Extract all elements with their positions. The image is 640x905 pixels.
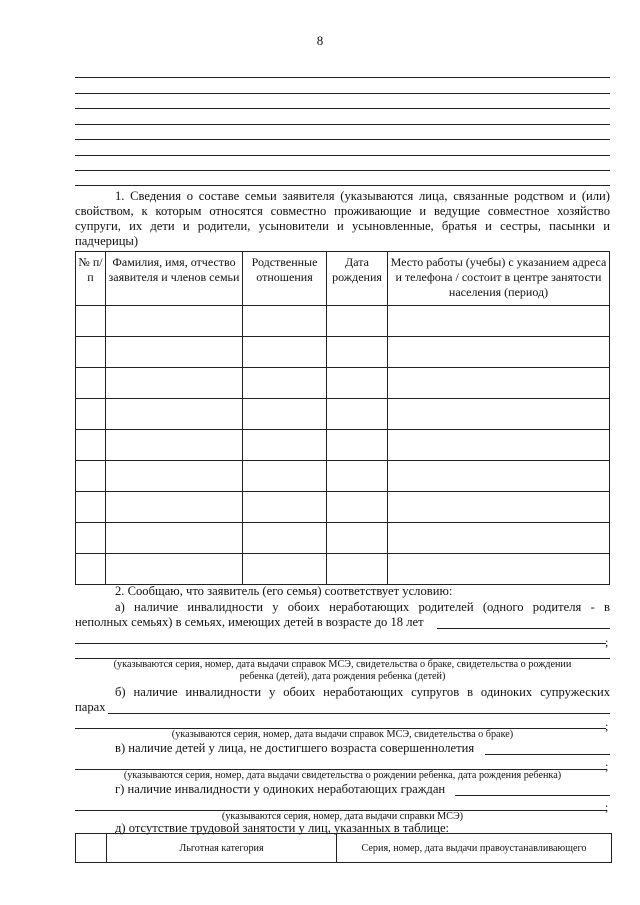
- table-cell[interactable]: [327, 337, 388, 368]
- table-cell[interactable]: [243, 554, 327, 585]
- benefit-table-header: Льготная категория: [107, 834, 337, 863]
- table-cell[interactable]: [76, 523, 106, 554]
- table-cell[interactable]: [327, 554, 388, 585]
- blank-line[interactable]: [75, 155, 610, 156]
- table-cell[interactable]: [327, 461, 388, 492]
- benefit-table-header: [76, 834, 107, 863]
- table-cell[interactable]: [388, 306, 610, 337]
- blank-line[interactable]: [75, 77, 610, 78]
- table-cell[interactable]: [327, 430, 388, 461]
- table-cell[interactable]: [106, 306, 243, 337]
- semicolon: ;: [605, 635, 609, 649]
- table-cell[interactable]: [327, 399, 388, 430]
- condition-c-line: в) наличие детей у лица, не достигшего возраста совершеннолетия: [115, 741, 475, 755]
- condition-d-fill[interactable]: [455, 795, 610, 796]
- table-cell[interactable]: [388, 399, 610, 430]
- table-cell[interactable]: [76, 337, 106, 368]
- table-cell[interactable]: [243, 368, 327, 399]
- table-row: [76, 523, 610, 554]
- table-cell[interactable]: [106, 492, 243, 523]
- table-cell[interactable]: [76, 492, 106, 523]
- table-row: [76, 461, 610, 492]
- table-cell[interactable]: [243, 306, 327, 337]
- blank-line[interactable]: [75, 93, 610, 94]
- table-row: [76, 337, 610, 368]
- table-row: [76, 492, 610, 523]
- family-table: [75, 251, 610, 585]
- table-cell[interactable]: [243, 492, 327, 523]
- section2-intro: 2. Сообщаю, что заявитель (его семья) соответствует условию:: [115, 584, 453, 598]
- table-cell[interactable]: [106, 461, 243, 492]
- section1-text: 1. Сведения о составе семьи заявителя (указываются лица, связанные родством и (или) свойством, к которым относятся совместно проживающие и ведущие совместное хозяйство супруги, их дети и родители, усыновители и усыновленные, братья и сестры, пасынки и падчерицы): [75, 189, 610, 248]
- table-cell[interactable]: [388, 368, 610, 399]
- condition-a-fill[interactable]: [75, 643, 606, 644]
- family-table-header: Родственные отношения: [243, 252, 327, 306]
- condition-b-hint: (указываются серия, номер, дата выдачи справок МСЭ, свидетельства о браке): [171, 729, 514, 740]
- family-table-header: Дата рождения: [327, 252, 388, 306]
- condition-a-line2: неполных семьях) в семьях, имеющих детей в возрасте до 18 лет: [75, 615, 424, 629]
- family-table-header: Фамилия, имя, отчество заявителя и членов семьи: [106, 252, 243, 306]
- condition-a-hint: ребенка (детей), дата рождения ребенка (детей): [239, 671, 446, 682]
- table-cell[interactable]: [388, 523, 610, 554]
- condition-a-line1: а) наличие инвалидности у обоих неработающих родителей (одного родителя - в: [115, 600, 610, 614]
- table-cell[interactable]: [76, 461, 106, 492]
- blank-line[interactable]: [75, 124, 610, 125]
- condition-b-fill[interactable]: [108, 713, 610, 714]
- condition-d-hint: (указываются серия, номер, дата выдачи справки МСЭ): [221, 811, 464, 822]
- table-cell[interactable]: [327, 368, 388, 399]
- family-table-header: № п/п: [76, 252, 106, 306]
- condition-a-hint: (указываются серия, номер, дата выдачи справок МСЭ, свидетельства о браке, свидетельства о рождении: [113, 659, 572, 670]
- condition-a-fill[interactable]: [437, 628, 610, 629]
- table-cell[interactable]: [106, 554, 243, 585]
- table-row: [76, 430, 610, 461]
- table-cell[interactable]: [388, 492, 610, 523]
- table-row: [76, 306, 610, 337]
- table-row: [76, 399, 610, 430]
- benefit-table-header: Серия, номер, дата выдачи правоустанавливающего: [337, 834, 612, 863]
- semicolon: ;: [605, 759, 609, 773]
- table-cell[interactable]: [388, 461, 610, 492]
- table-cell[interactable]: [388, 554, 610, 585]
- condition-b-line2: парах: [75, 700, 106, 714]
- table-cell[interactable]: [76, 554, 106, 585]
- condition-b-line1: б) наличие инвалидности у обоих неработающих супругов в одиноких супружеских: [115, 685, 610, 699]
- table-row: [76, 834, 612, 863]
- table-cell[interactable]: [76, 368, 106, 399]
- table-cell[interactable]: [76, 306, 106, 337]
- condition-e-line: д) отсутствие трудовой занятости у лиц, указанных в таблице:: [115, 821, 450, 835]
- table-cell[interactable]: [388, 430, 610, 461]
- blank-line[interactable]: [75, 108, 610, 109]
- condition-c-fill[interactable]: [485, 754, 610, 755]
- table-cell[interactable]: [327, 306, 388, 337]
- benefit-table: [75, 833, 612, 863]
- table-cell[interactable]: [243, 523, 327, 554]
- table-cell[interactable]: [243, 399, 327, 430]
- table-cell[interactable]: [106, 337, 243, 368]
- blank-line[interactable]: [75, 170, 610, 171]
- table-row: [76, 554, 610, 585]
- table-cell[interactable]: [106, 523, 243, 554]
- table-cell[interactable]: [327, 523, 388, 554]
- table-cell[interactable]: [76, 430, 106, 461]
- table-cell[interactable]: [106, 430, 243, 461]
- family-table-header: Место работы (учебы) с указанием адреса и телефона / состоит в центре занятости населения (период): [388, 252, 610, 306]
- semicolon: ;: [605, 800, 609, 814]
- table-cell[interactable]: [106, 368, 243, 399]
- semicolon: ;: [605, 719, 609, 733]
- table-cell[interactable]: [76, 399, 106, 430]
- table-row: [76, 368, 610, 399]
- table-cell[interactable]: [327, 492, 388, 523]
- blank-line[interactable]: [75, 139, 610, 140]
- page-number: 8: [316, 33, 324, 48]
- condition-c-hint: (указываются серия, номер, дата выдачи свидетельства о рождении ребенка, дата рождения ребенка): [123, 770, 562, 781]
- table-cell[interactable]: [106, 399, 243, 430]
- blank-line[interactable]: [75, 185, 610, 186]
- condition-d-line: г) наличие инвалидности у одиноких неработающих граждан: [115, 782, 446, 796]
- table-cell[interactable]: [388, 337, 610, 368]
- table-cell[interactable]: [243, 337, 327, 368]
- table-cell[interactable]: [243, 461, 327, 492]
- table-cell[interactable]: [243, 430, 327, 461]
